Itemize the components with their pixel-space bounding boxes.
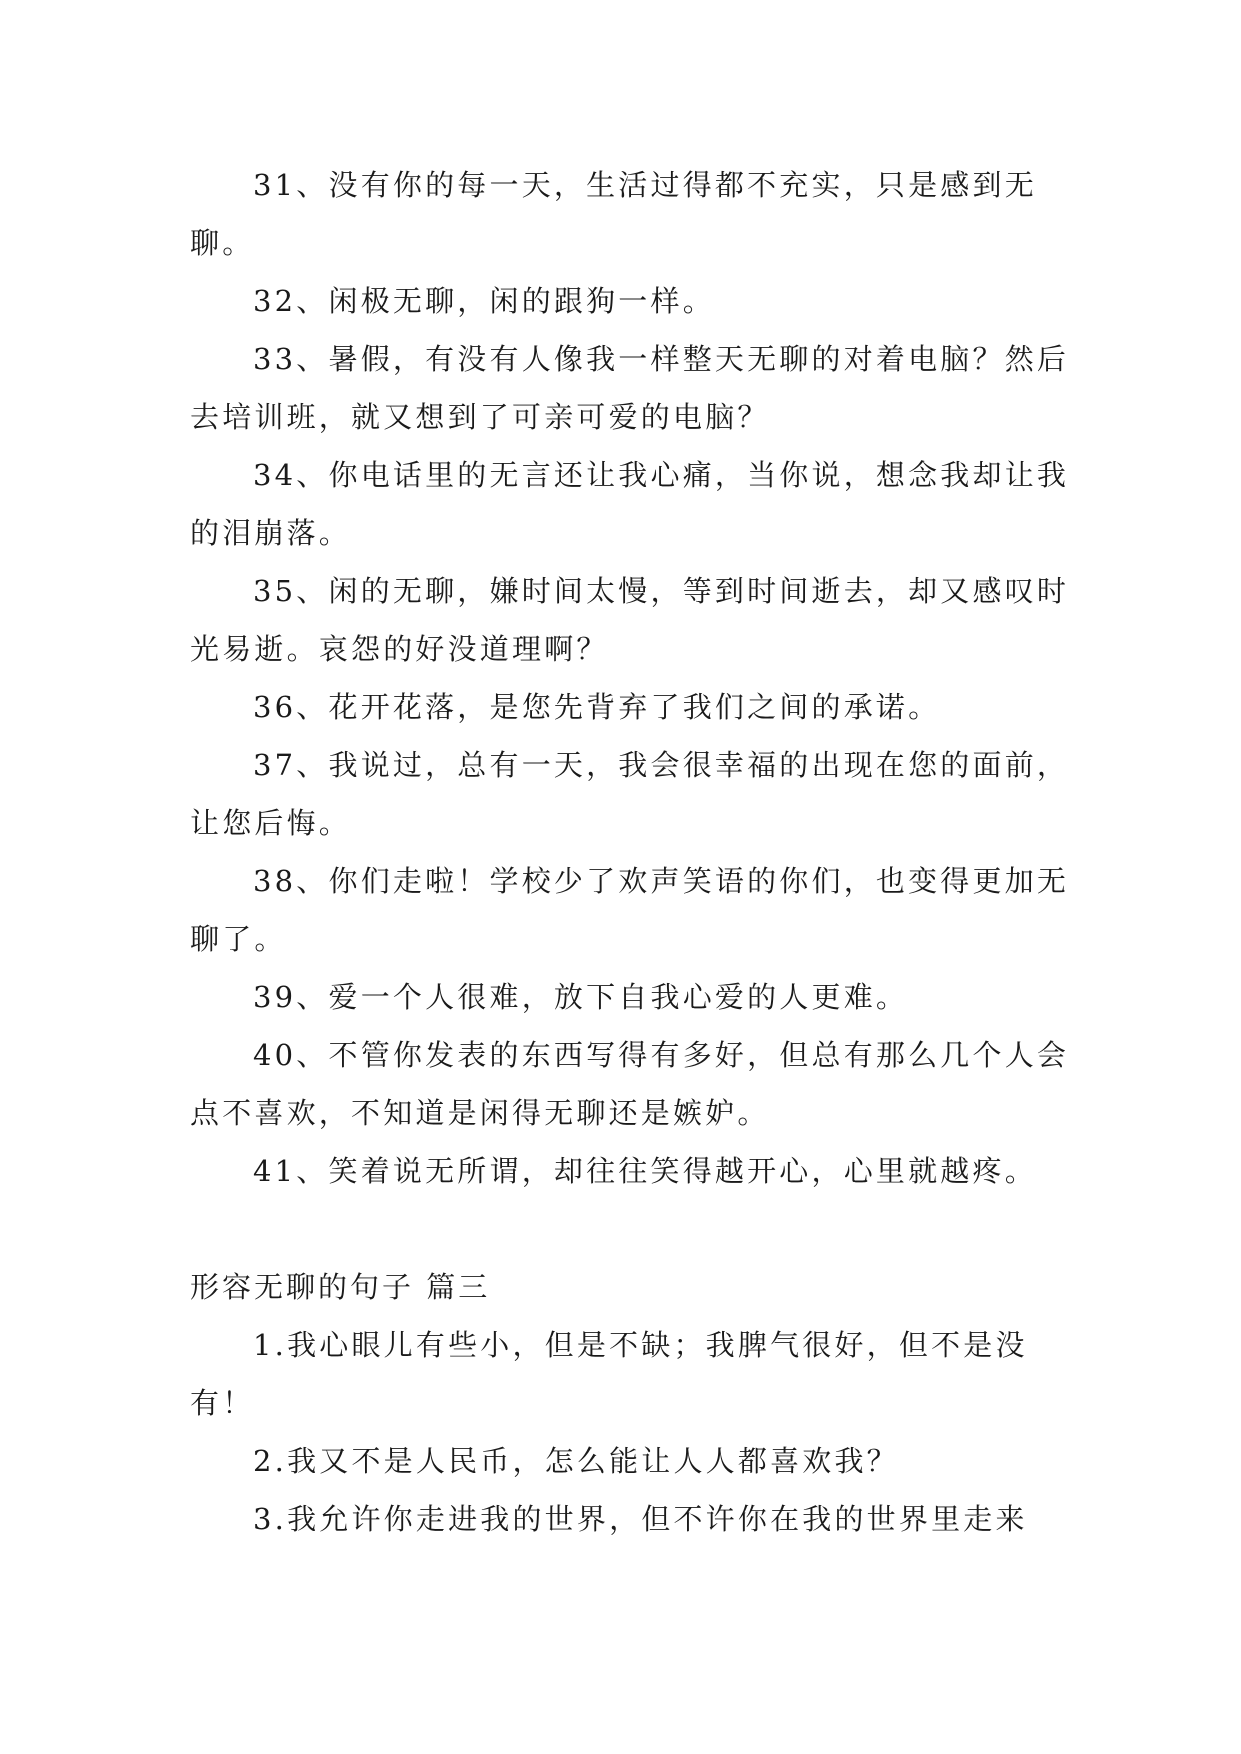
document-body	[190, 156, 1070, 1548]
list-item: 35、闲的无聊，嫌时间太慢，等到时间逝去，却又感叹时光易逝。哀怨的好没道理啊？	[190, 574, 1070, 666]
list-item: 2.我又不是人民币，怎么能让人人都喜欢我？	[253, 1444, 899, 1478]
section-heading: 形容无聊的句子 篇三	[190, 1270, 491, 1304]
list-item: 37、我说过，总有一天，我会很幸福的出现在您的面前，让您后悔。	[190, 748, 1070, 840]
list-item: 36、花开花落，是您先背弃了我们之间的承诺。	[253, 690, 941, 724]
list-item: 41、笑着说无所谓，却往往笑得越开心，心里就越疼。	[253, 1154, 1037, 1188]
list-item: 34、你电话里的无言还让我心痛，当你说，想念我却让我的泪崩落。	[190, 458, 1070, 550]
list-item: 1.我心眼儿有些小，但是不缺；我脾气很好，但不是没有！	[190, 1328, 1028, 1420]
list-item: 33、暑假，有没有人像我一样整天无聊的对着电脑？然后去培训班，就又想到了可亲可爱的电脑？	[190, 342, 1070, 434]
list-item: 31、没有你的每一天，生活过得都不充实，只是感到无聊。	[190, 168, 1037, 260]
list-item: 40、不管你发表的东西写得有多好，但总有那么几个人会点不喜欢，不知道是闲得无聊还是嫉妒。	[190, 1038, 1070, 1130]
list-item: 32、闲极无聊，闲的跟狗一样。	[253, 284, 715, 318]
list-item: 39、爱一个人很难，放下自我心爱的人更难。	[253, 980, 909, 1014]
list-item: 38、你们走啦！学校少了欢声笑语的你们，也变得更加无聊了。	[190, 864, 1070, 956]
list-item: 3.我允许你走进我的世界，但不许你在我的世界里走来	[253, 1502, 1028, 1536]
